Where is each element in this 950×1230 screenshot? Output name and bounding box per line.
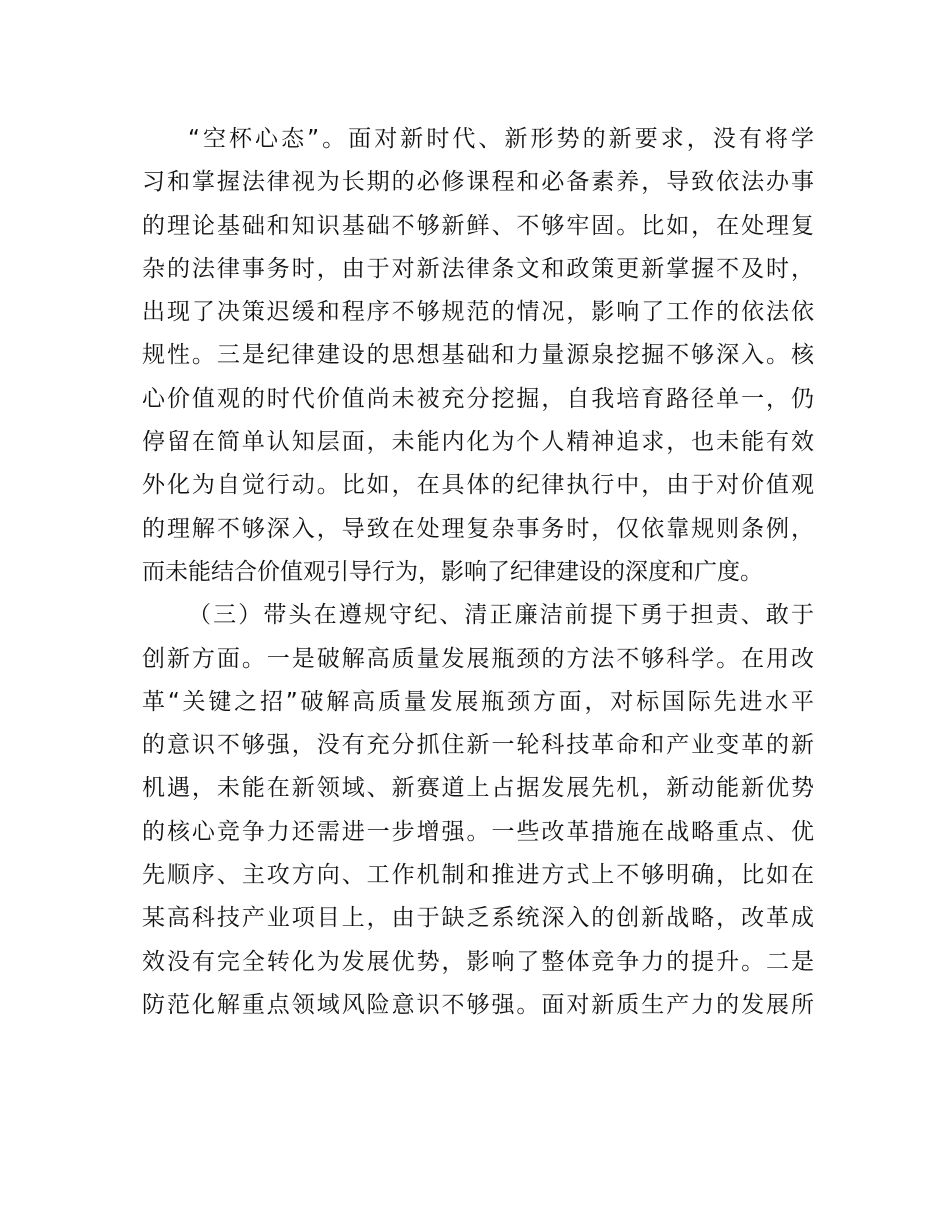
text-line: 的意识不够强，没有充分抓住新一轮科技革命和产业变革的新 — [142, 732, 814, 759]
text-line: 外化为自觉行动。比如，在具体的纪律执行中，由于对价值观 — [142, 472, 814, 499]
text-line: 某高科技产业项目上，由于缺乏系统深入的创新战略，改革成 — [142, 905, 814, 932]
text-line: 停留在简单认知层面，未能内化为个人精神追求，也未能有效 — [142, 429, 814, 456]
text-line: 创新方面。一是破解高质量发展瓶颈的方法不够科学。在用改 — [142, 645, 814, 672]
paragraph-1 — [142, 118, 814, 594]
text-line: 出现了决策迟缓和程序不够规范的情况，影响了工作的依法依 — [142, 299, 814, 326]
text-line: “空杯心态”。面对新时代、新形势的新要求，没有将学 — [188, 126, 814, 152]
text-line: 的理论基础和知识基础不够新鲜、不够牢固。比如，在处理复 — [142, 212, 814, 239]
text-line: 防范化解重点领域风险意识不够强。面对新质生产力的发展所 — [142, 991, 814, 1018]
text-line: 先顺序、主攻方向、工作机制和推进方式上不够明确，比如在 — [142, 862, 814, 889]
text-line: 的理解不够深入，导致在处理复杂事务时，仅依靠规则条例， — [142, 515, 814, 542]
text-line: 而未能结合价值观引导行为，影响了纪律建设的深度和广度。 — [142, 558, 763, 585]
paragraph-2 — [142, 594, 814, 1027]
text-line: 杂的法律事务时，由于对新法律条文和政策更新掌握不及时， — [142, 255, 814, 282]
text-line: 规性。三是纪律建设的思想基础和力量源泉挖掘不够深入。核 — [142, 342, 814, 369]
text-line: 心价值观的时代价值尚未被充分挖掘，自我培育路径单一，仍 — [142, 385, 814, 412]
body-text — [142, 118, 814, 1027]
text-line: 的核心竞争力还需进一步增强。一些改革措施在战略重点、优 — [142, 818, 814, 845]
text-line: 效没有完全转化为发展优势，影响了整体竞争力的提升。二是 — [142, 948, 814, 975]
text-line: 机遇，未能在新领域、新赛道上占据发展先机，新动能新优势 — [142, 775, 814, 802]
text-line: 习和掌握法律视为长期的必修课程和必备素养，导致依法办事 — [142, 169, 814, 196]
text-line: 革“关键之招”破解高质量发展瓶颈方面，对标国际先进水平 — [142, 688, 814, 715]
text-line: （三）带头在遵规守纪、清正廉洁前提下勇于担责、敢于 — [188, 602, 814, 629]
